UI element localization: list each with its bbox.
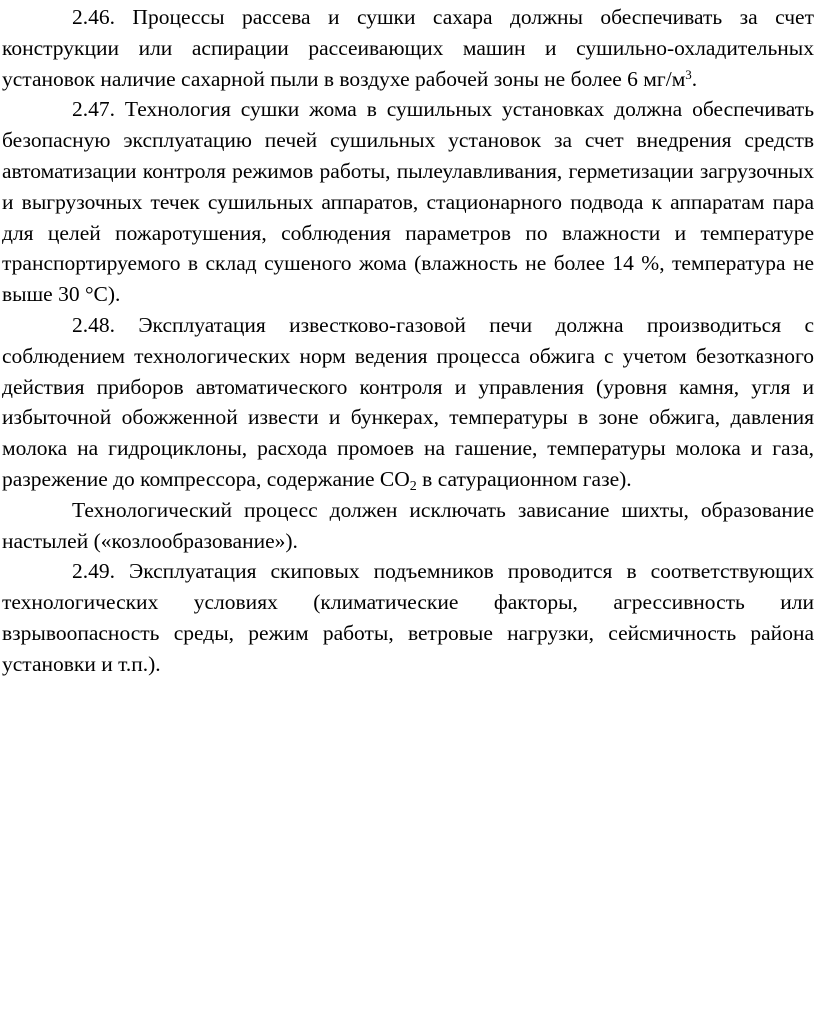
paragraph-2-48-continued — [2, 495, 814, 557]
cubic-superscript: 3 — [685, 66, 692, 82]
paragraph-2-47 — [2, 94, 814, 310]
paragraph-2-46 — [2, 2, 814, 94]
paragraph-2-48-continued-text: Технологический процесс должен исключать зависание шихты, образование настылей («козлообразование»). — [2, 497, 814, 553]
paragraph-2-47-text: 2.47. Технология сушки жома в сушильных установках должна обеспечивать безопасную эксплуатацию печей сушильных установок за счет внедрения средств автоматизации контроля режимов работы, пылеулавливания, герметизации загрузочных и выгрузочных течек сушильных аппаратов, стационарного подвода к аппаратам пара для целей пожаротушения, соблюдения параметров по влажности и температуре транспортируемого в склад сушеного жома (влажность не более 14 %, температура не выше 30 °С). — [2, 97, 814, 307]
paragraph-2-49 — [2, 556, 814, 679]
paragraph-2-46-text: 2.46. Процессы рассева и сушки сахара должны обеспечивать за счет конструкции или аспирации рассеивающих машин и сушильно-охладительных установок наличие сахарной пыли в воздухе рабочей зоны не более 6 мг/м — [2, 5, 814, 91]
paragraph-2-48-tail: в сатурационном газе). — [416, 466, 632, 491]
paragraph-2-48 — [2, 310, 814, 495]
co2-subscript: 2 — [409, 478, 417, 494]
paragraph-2-46-tail: . — [691, 66, 698, 91]
paragraph-2-48-text: 2.48. Эксплуатация известково-газовой печи должна производиться с соблюдением технологических норм ведения процесса обжига с учетом безотказного действия приборов автоматического контроля и управления (уровня камня, угля и избыточной обожженной извести и бункерах, температуры в зоне обжига, давления молока на гидроциклоны, расхода промоев на гашение, температуры молока и газа, разрежение до компрессора, содержание СО — [2, 312, 814, 491]
paragraph-2-49-text: 2.49. Эксплуатация скиповых подъемников проводится в соответствующих технологических условиях (климатические факторы, агрессивность или взрывоопасность среды, режим работы, ветровые нагрузки, сейсмичность района установки и т.п.). — [2, 559, 814, 676]
